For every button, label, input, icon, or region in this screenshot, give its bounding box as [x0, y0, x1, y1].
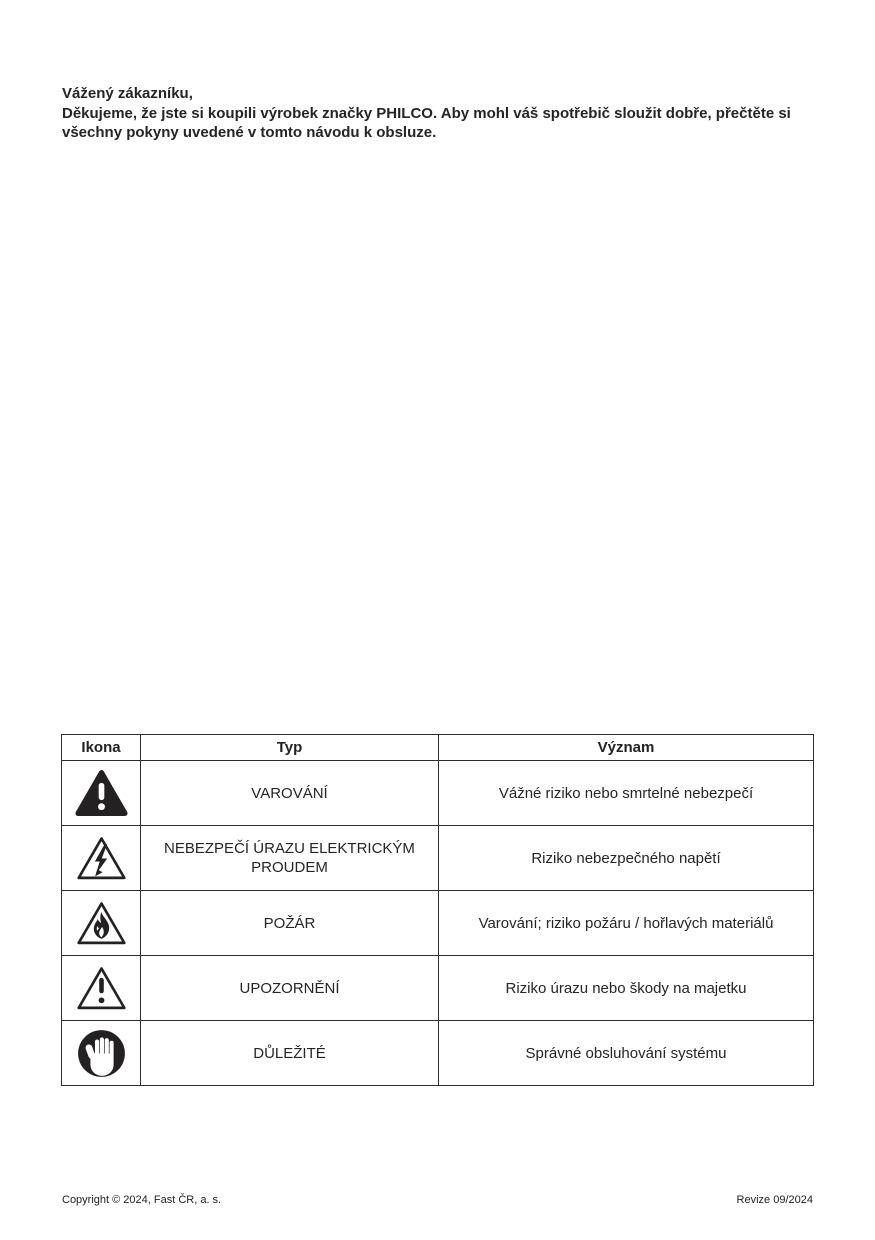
copyright-text: Copyright © 2024, Fast ČR, a. s.	[62, 1194, 222, 1206]
column-header-ikona: Ikona	[62, 735, 141, 761]
intro-line-greeting: Vážený zákazníku,	[62, 85, 193, 102]
intro-line-body-2: všechny pokyny uvedené v tomto návodu k obsluze.	[62, 124, 437, 141]
type-cell: DŮLEŽITÉ	[141, 1021, 439, 1086]
meaning-cell: Riziko úrazu nebo škody na majetku	[439, 956, 814, 1021]
electric-hazard-triangle-icon	[75, 834, 128, 882]
table-row	[62, 1021, 814, 1086]
table-row	[62, 891, 814, 956]
meaning-cell: Vážné riziko nebo smrtelné nebezpečí	[439, 761, 814, 826]
warning-triangle-solid-icon	[75, 769, 128, 817]
type-cell: UPOZORNĚNÍ	[141, 956, 439, 1021]
table-row	[62, 826, 814, 891]
caution-triangle-icon	[75, 964, 128, 1012]
table-header-row	[62, 735, 814, 761]
icon-cell	[62, 826, 141, 891]
icon-cell	[62, 1021, 141, 1086]
page-footer	[62, 1194, 813, 1206]
safety-symbols-table	[61, 734, 814, 1086]
fire-hazard-triangle-icon	[75, 899, 128, 947]
icon-cell	[62, 891, 141, 956]
type-cell: POŽÁR	[141, 891, 439, 956]
table-row	[62, 761, 814, 826]
meaning-cell: Správné obsluhování systému	[439, 1021, 814, 1086]
column-header-typ: Typ	[141, 735, 439, 761]
table-row	[62, 956, 814, 1021]
meaning-cell: Varování; riziko požáru / hořlavých materiálů	[439, 891, 814, 956]
intro-line-body-1: Děkujeme, že jste si koupili výrobek značky PHILCO. Aby mohl váš spotřebič sloužit dobře, přečtěte si	[62, 104, 791, 122]
stop-hand-circle-icon	[75, 1027, 128, 1080]
type-cell: NEBEZPEČÍ ÚRAZU ELEKTRICKÝM PROUDEM	[141, 826, 439, 891]
meaning-cell: Riziko nebezpečného napětí	[439, 826, 814, 891]
intro-paragraph	[62, 84, 817, 143]
type-cell: VAROVÁNÍ	[141, 761, 439, 826]
revision-text: Revize 09/2024	[736, 1194, 813, 1206]
icon-cell	[62, 761, 141, 826]
column-header-vyznam: Význam	[439, 735, 814, 761]
icon-cell	[62, 956, 141, 1021]
